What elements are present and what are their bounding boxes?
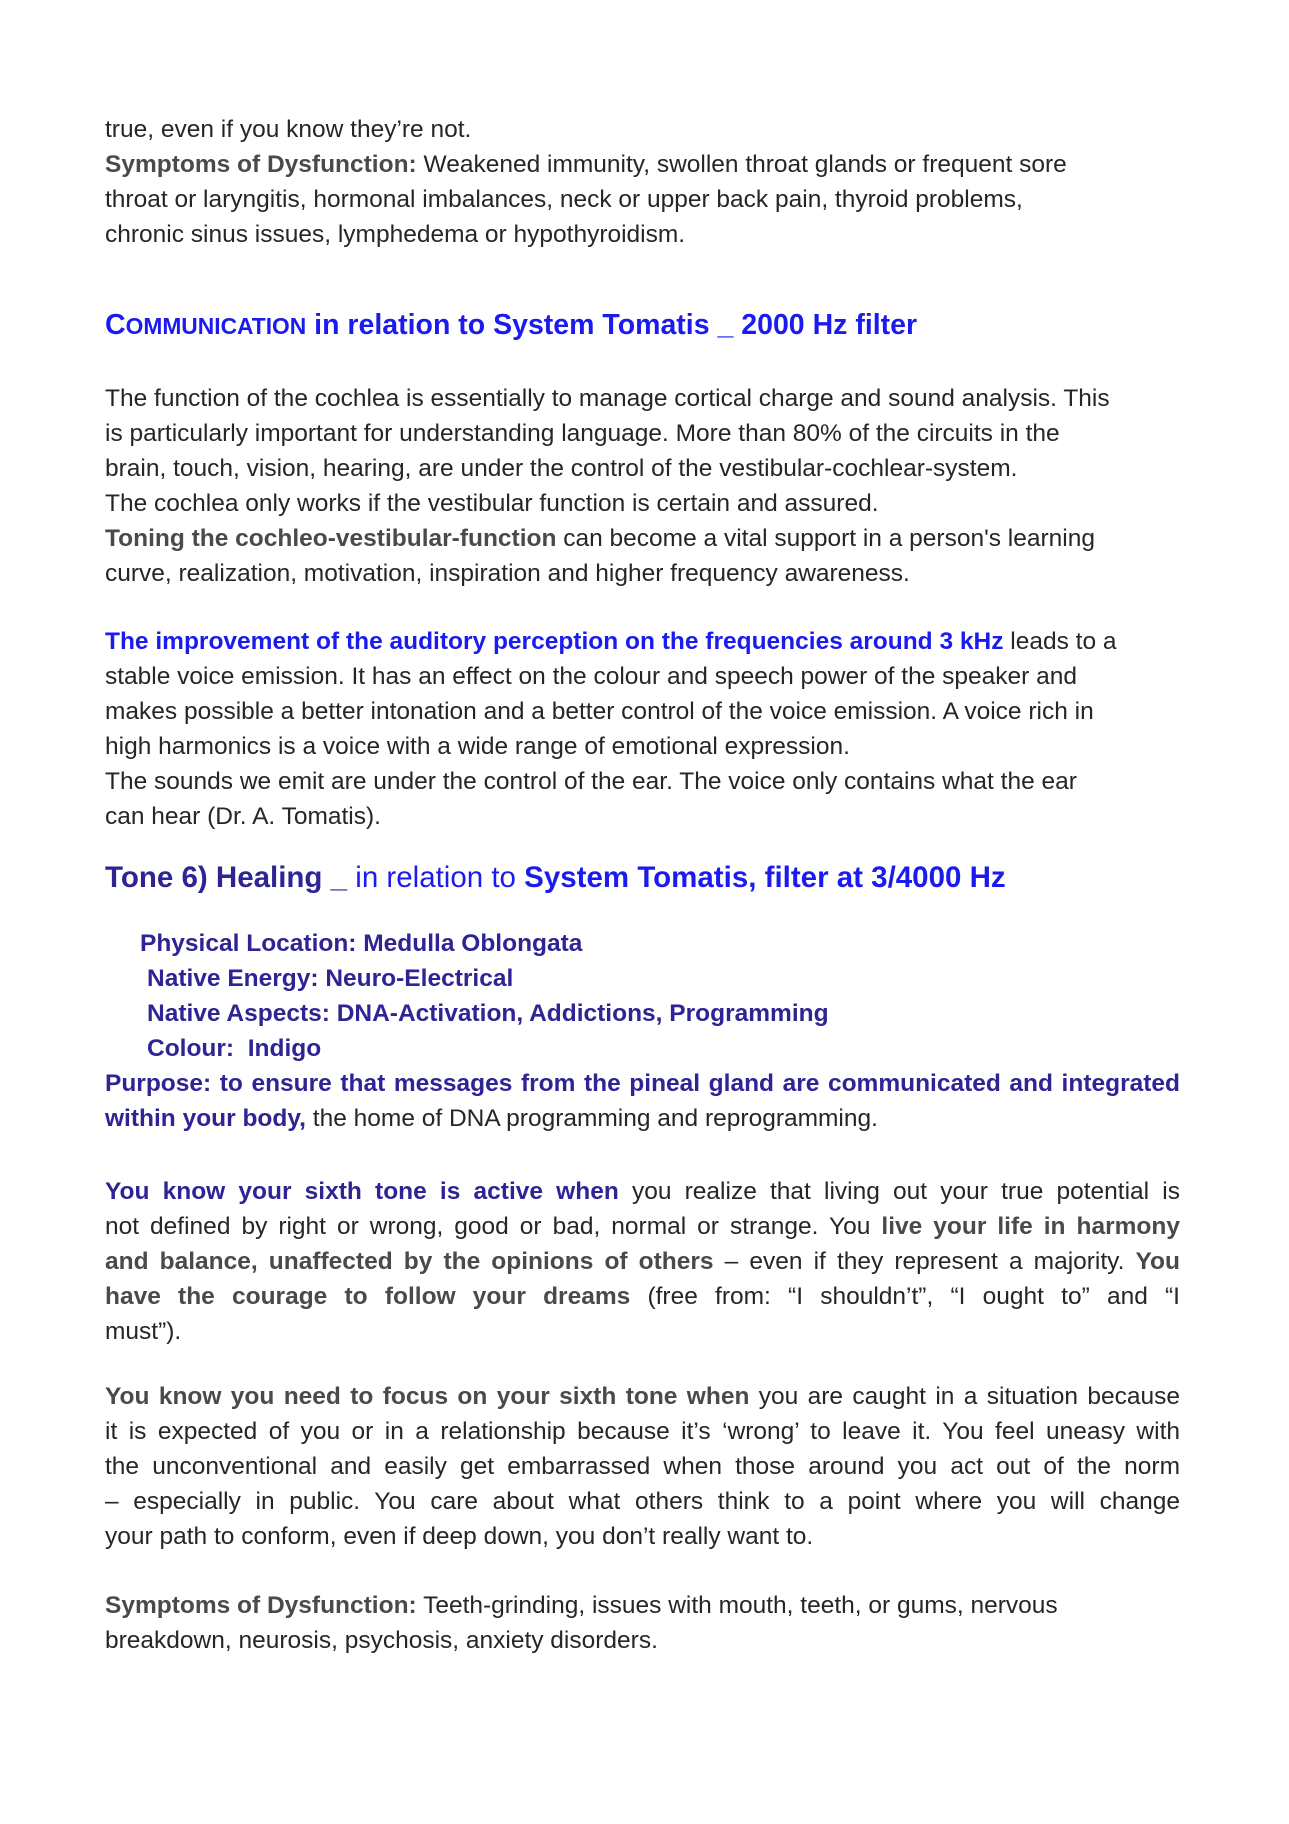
bold-run: live your life in harmony [881, 1213, 1180, 1240]
para-purpose [105, 1066, 1180, 1136]
bold-run: You know you need to focus on your sixth tone when [105, 1383, 750, 1410]
indigo-run: Native Energy: Neuro-Electrical [147, 965, 514, 992]
indigo-run: Purpose: to ensure that messages from the pineal gland are communicated and integrated [105, 1070, 1180, 1097]
text-run: you realize that living out your true potential is [618, 1178, 1180, 1205]
para-symptoms-communication [105, 112, 1180, 252]
bold-run: have the courage to follow your dreams [105, 1283, 631, 1310]
para-auditory-improvement [105, 624, 1180, 834]
attr-native-energy [105, 961, 1180, 996]
text-run: chronic sinus issues, lymphedema or hypothyroidism. [105, 221, 686, 248]
text-line [105, 556, 1180, 591]
text-line [105, 1209, 1180, 1244]
text-line [105, 659, 1180, 694]
text-run: Teeth-grinding, issues with mouth, teeth, or gums, nervous [416, 1592, 1058, 1619]
text-line [105, 1449, 1180, 1484]
bold-run: and balance, unaffected by the opinions of others [105, 1248, 714, 1275]
text-line [105, 1379, 1180, 1414]
text-line [105, 1314, 1180, 1349]
text-run: breakdown, neurosis, psychosis, anxiety disorders. [105, 1627, 658, 1654]
list-tone6-attributes [105, 926, 1180, 1066]
text-line [105, 486, 1180, 521]
text-line [105, 1588, 1180, 1623]
text-line [105, 1484, 1180, 1519]
bold-run: Toning the cochleo-vestibular-function [105, 525, 557, 552]
text-run: (free from: “I shouldn’t”, “I ought to” and “I [630, 1283, 1180, 1310]
text-run: The cochlea only works if the vestibular function is certain and assured. [105, 490, 879, 517]
text-run: the home of DNA programming and reprogramming. [305, 1105, 878, 1132]
indigo-run: Native Aspects: DNA-Activation, Addictions, Programming [147, 1000, 829, 1027]
text-run: – especially in public. You care about what others think to a point where you will change [105, 1488, 1180, 1515]
indigo-run: Physical Location: Medulla Oblongata [140, 930, 583, 957]
text-run: stable voice emission. It has an effect on the colour and speech power of the speaker and [105, 663, 1077, 690]
para-sixth-tone-focus [105, 1379, 1180, 1554]
para-symptoms-dysfunction [105, 1588, 1180, 1658]
text-line [105, 381, 1180, 416]
text-run: it is expected of you or in a relationship because it’s ‘wrong’ to leave it. You feel uneasy with [105, 1418, 1180, 1445]
text-line [105, 764, 1180, 799]
para-sixth-tone-active [105, 1174, 1180, 1349]
heading-tone6-healing [105, 856, 1180, 900]
text-run: not defined by right or wrong, good or bad, normal or strange. You [105, 1213, 882, 1240]
text-line [105, 799, 1180, 834]
text-run: is particularly important for understanding language. More than 80% of the circuits in the [105, 420, 1060, 447]
text-line [105, 451, 1180, 486]
text-line [105, 521, 1180, 556]
text-line [105, 1279, 1180, 1314]
text-run: – even if they represent a majority. [713, 1248, 1136, 1275]
text-line [105, 147, 1180, 182]
bold-run: Symptoms of Dysfunction: [105, 151, 417, 178]
text-run: Weakened immunity, swollen throat glands or frequent sore [416, 151, 1067, 178]
heading-smallcaps: OMMUNICATION [125, 313, 307, 339]
attr-physical-location [105, 926, 1180, 961]
text-line [105, 217, 1180, 252]
heading-relation-text: in relation to [347, 861, 525, 894]
text-line [105, 1519, 1180, 1554]
heading-tone6-label: Tone 6) Healing _ [105, 861, 348, 894]
text-run: must”). [105, 1318, 182, 1345]
text-run: makes possible a better intonation and a better control of the voice emission. A voice rich in [105, 698, 1094, 725]
text-run: brain, touch, vision, hearing, are under the control of the vestibular-cochlear-system. [105, 455, 1018, 482]
heading-communication-2000hz [105, 304, 1180, 347]
bold-run: You [1135, 1248, 1180, 1275]
indigo-run: Colour: Indigo [147, 1035, 322, 1062]
text-line [105, 112, 1180, 147]
text-run: curve, realization, motivation, inspiration and higher frequency awareness. [105, 560, 910, 587]
heading-rest: in relation to System Tomatis _ 2000 Hz filter [306, 309, 918, 341]
text-run: The sounds we emit are under the control of the ear. The voice only contains what the ear [105, 768, 1077, 795]
text-run: the unconventional and easily get embarrassed when those around you act out of the norm [105, 1453, 1180, 1480]
text-line [105, 1101, 1180, 1136]
text-line [105, 694, 1180, 729]
text-run: high harmonics is a voice with a wide range of emotional expression. [105, 733, 850, 760]
text-line [105, 1244, 1180, 1279]
text-run: your path to conform, even if deep down, you don’t really want to. [105, 1523, 814, 1550]
text-run: true, even if you know they’re not. [105, 116, 472, 143]
heading-filter-text: System Tomatis, filter at 3/4000 Hz [524, 861, 1006, 894]
indigo-run: within your body, [105, 1105, 306, 1132]
text-line [105, 624, 1180, 659]
attr-native-aspects [105, 996, 1180, 1031]
indigo-run: You know your sixth tone is active when [105, 1178, 619, 1205]
text-line [105, 416, 1180, 451]
text-line [105, 1414, 1180, 1449]
text-run: throat or laryngitis, hormonal imbalances, neck or upper back pain, thyroid problems, [105, 186, 1023, 213]
heading-initial: C [105, 309, 126, 341]
para-cochlea-function [105, 381, 1180, 591]
attr-colour [105, 1031, 1180, 1066]
text-run: The function of the cochlea is essentially to manage cortical charge and sound analysis. This [105, 385, 1110, 412]
text-run: can hear (Dr. A. Tomatis). [105, 803, 381, 830]
text-line [105, 182, 1180, 217]
bold-blue-run: The improvement of the auditory perception on the frequencies around 3 kHz [105, 628, 1004, 655]
text-run: can become a vital support in a person's learning [556, 525, 1095, 552]
text-line [105, 1623, 1180, 1658]
text-line [105, 1066, 1180, 1101]
text-run: leads to a [1003, 628, 1117, 655]
bold-run: Symptoms of Dysfunction: [105, 1592, 417, 1619]
text-line [105, 729, 1180, 764]
text-line [105, 1174, 1180, 1209]
text-run: you are caught in a situation because [749, 1383, 1180, 1410]
